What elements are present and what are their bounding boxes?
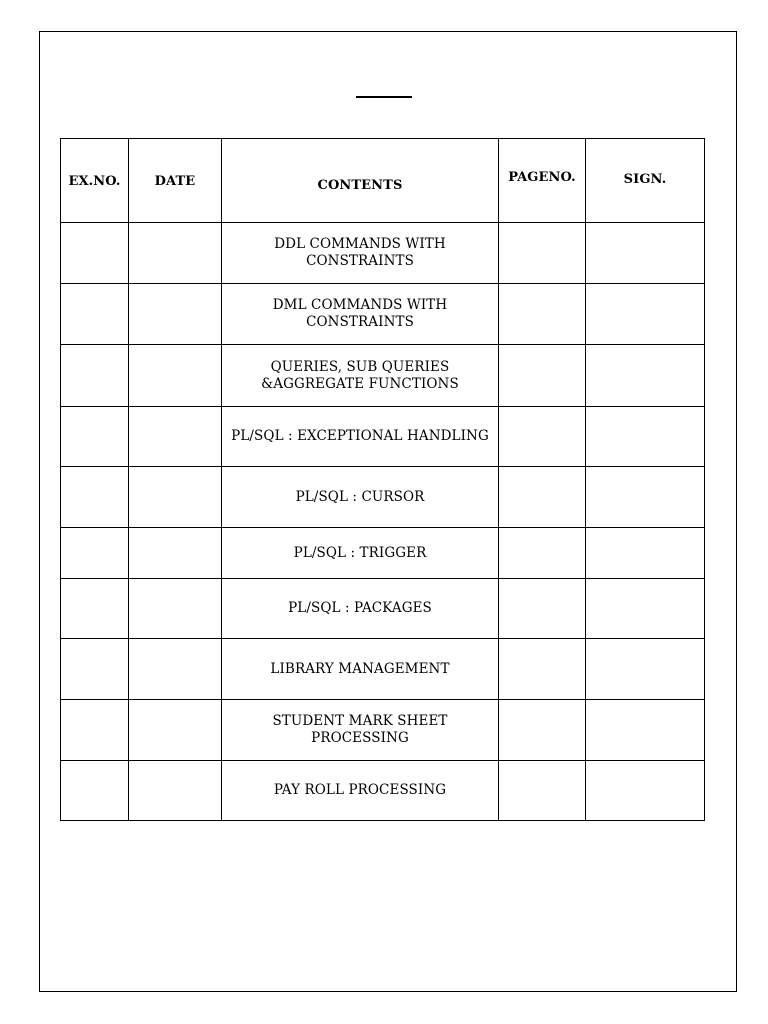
cell-pageno	[499, 223, 586, 284]
table-row	[61, 223, 705, 284]
cell-contents: DML COMMANDS WITH CONSTRAINTS	[222, 284, 499, 345]
cell-contents: DDL COMMANDS WITH CONSTRAINTS	[222, 223, 499, 284]
cell-contents: PL/SQL : CURSOR	[222, 467, 499, 528]
header-sign-label: SIGN.	[623, 172, 667, 187]
cell-contents: PL/SQL : TRIGGER	[222, 528, 499, 579]
cell-sign	[586, 467, 705, 528]
cell-sign	[586, 223, 705, 284]
header-exno-label: EX.NO.	[68, 174, 121, 189]
table-row	[61, 284, 705, 345]
cell-contents: LIBRARY MANAGEMENT	[222, 639, 499, 700]
cell-pageno	[499, 407, 586, 467]
table-row	[61, 579, 705, 639]
title-underline	[356, 96, 412, 98]
cell-sign	[586, 579, 705, 639]
cell-date	[129, 639, 222, 700]
header-pageno	[499, 139, 586, 223]
cell-contents: PL/SQL : PACKAGES	[222, 579, 499, 639]
cell-exno	[61, 407, 129, 467]
cell-date	[129, 761, 222, 821]
cell-date	[129, 467, 222, 528]
cell-sign	[586, 407, 705, 467]
cell-sign	[586, 639, 705, 700]
cell-exno	[61, 528, 129, 579]
table-row	[61, 761, 705, 821]
cell-pageno	[499, 700, 586, 761]
cell-sign	[586, 345, 705, 407]
cell-contents: PAY ROLL PROCESSING	[222, 761, 499, 821]
cell-date	[129, 700, 222, 761]
table-header-row	[61, 139, 705, 223]
cell-sign	[586, 700, 705, 761]
header-date-label: DATE	[154, 174, 196, 189]
cell-pageno	[499, 467, 586, 528]
cell-contents: QUERIES, SUB QUERIES &AGGREGATE FUNCTIONS	[222, 345, 499, 407]
cell-exno	[61, 223, 129, 284]
contents-table	[60, 138, 705, 821]
header-date	[129, 139, 222, 223]
cell-sign	[586, 761, 705, 821]
cell-exno	[61, 639, 129, 700]
cell-sign	[586, 284, 705, 345]
table-row	[61, 528, 705, 579]
cell-sign	[586, 528, 705, 579]
cell-pageno	[499, 528, 586, 579]
cell-exno	[61, 761, 129, 821]
cell-date	[129, 528, 222, 579]
cell-exno	[61, 345, 129, 407]
table-row	[61, 407, 705, 467]
table-row	[61, 700, 705, 761]
cell-exno	[61, 579, 129, 639]
header-sign	[586, 139, 705, 223]
header-exno	[61, 139, 129, 223]
cell-pageno	[499, 345, 586, 407]
cell-pageno	[499, 761, 586, 821]
table-row	[61, 639, 705, 700]
cell-exno	[61, 467, 129, 528]
table-body	[61, 223, 705, 821]
cell-contents: PL/SQL : EXCEPTIONAL HANDLING	[222, 407, 499, 467]
cell-pageno	[499, 579, 586, 639]
cell-date	[129, 345, 222, 407]
cell-pageno	[499, 284, 586, 345]
cell-exno	[61, 700, 129, 761]
cell-date	[129, 284, 222, 345]
cell-contents: STUDENT MARK SHEET PROCESSING	[222, 700, 499, 761]
table-row	[61, 345, 705, 407]
header-contents	[222, 139, 499, 223]
cell-date	[129, 407, 222, 467]
header-pageno-label: PAGENO.	[508, 170, 576, 185]
table-row	[61, 467, 705, 528]
cell-pageno	[499, 639, 586, 700]
cell-date	[129, 223, 222, 284]
cell-date	[129, 579, 222, 639]
header-contents-label: CONTENTS	[317, 178, 403, 193]
cell-exno	[61, 284, 129, 345]
